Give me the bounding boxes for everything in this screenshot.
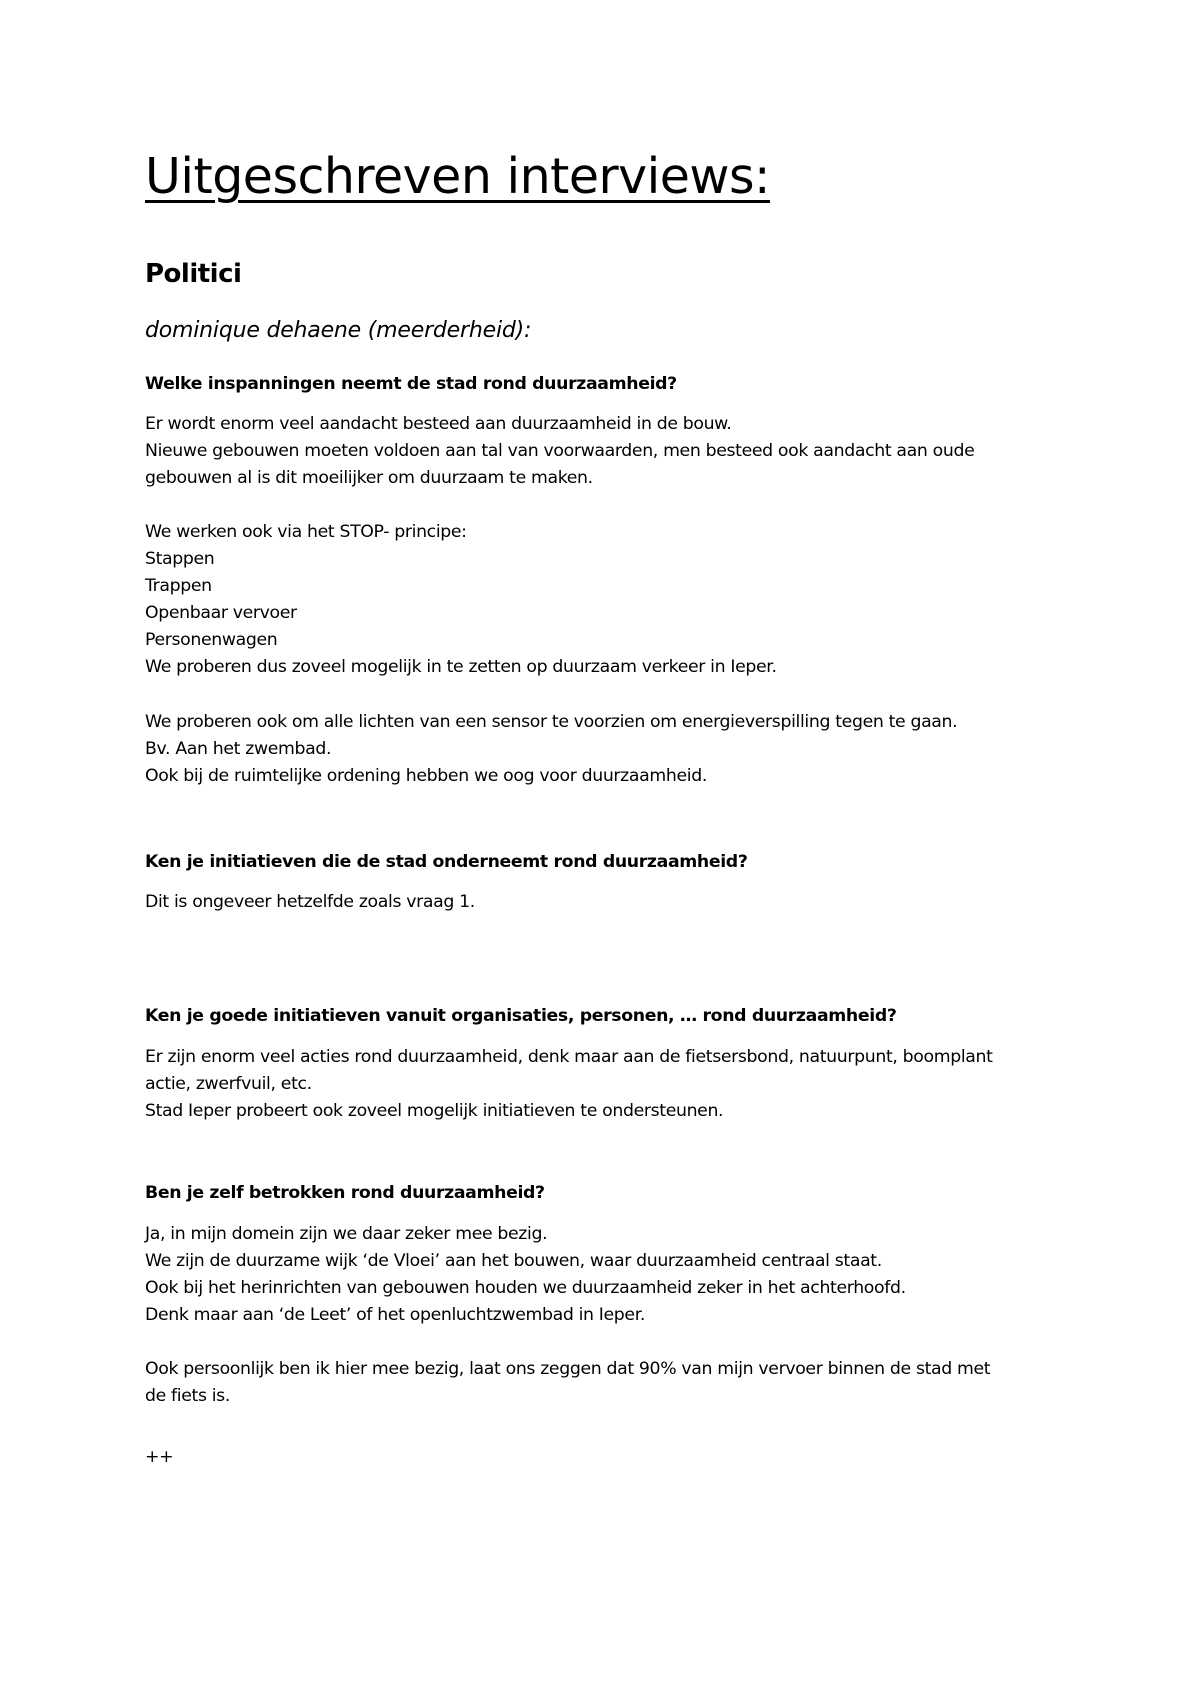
closing-mark: ++: [145, 1447, 174, 1467]
answer-line: Trappen: [145, 576, 212, 596]
answer-1-paragraph-2: [145, 519, 1085, 681]
question-2: Ken je initiatieven die de stad onderneemt rond duurzaamheid?: [145, 852, 748, 872]
answer-line: We proberen ook om alle lichten van een sensor te voorzien om energieverspilling tegen te gaan.: [145, 712, 958, 732]
answer-line: Ja, in mijn domein zijn we daar zeker mee bezig.: [145, 1224, 548, 1244]
answer-2-paragraph-1: [145, 889, 1085, 916]
answer-line: Stad Ieper probeert ook zoveel mogelijk initiatieven te ondersteunen.: [145, 1101, 724, 1121]
answer-line: We zijn de duurzame wijk ‘de Vloei’ aan het bouwen, waar duurzaamheid centraal staat.: [145, 1251, 882, 1271]
answer-3-paragraph-1: [145, 1044, 1085, 1125]
question-block-3: [145, 1003, 1085, 1030]
answer-line: Denk maar aan ‘de Leet’ of het openluchtzwembad in Ieper.: [145, 1305, 646, 1325]
answer-1-paragraph-3: [145, 709, 1085, 790]
question-3: Ken je goede initiatieven vanuit organisaties, personen, … rond duurzaamheid?: [145, 1006, 897, 1026]
answer-line: Er wordt enorm veel aandacht besteed aan duurzaamheid in de bouw.: [145, 414, 732, 434]
answer-line: Openbaar vervoer: [145, 603, 297, 623]
section-heading: Politici: [145, 259, 242, 289]
question-block-4: [145, 1180, 1085, 1207]
answer-line: Personenwagen: [145, 630, 278, 650]
answer-line: de fiets is.: [145, 1386, 230, 1406]
question-block-1: [145, 371, 1085, 398]
answer-line: Ook bij het herinrichten van gebouwen houden we duurzaamheid zeker in het achterhoofd.: [145, 1278, 906, 1298]
answer-line: Ook persoonlijk ben ik hier mee bezig, laat ons zeggen dat 90% van mijn vervoer binnen de stad met: [145, 1359, 991, 1379]
question-1: Welke inspanningen neemt de stad rond duurzaamheid?: [145, 374, 677, 394]
question-4: Ben je zelf betrokken rond duurzaamheid?: [145, 1183, 545, 1203]
answer-line: Nieuwe gebouwen moeten voldoen aan tal van voorwaarden, men besteed ook aandacht aan oude: [145, 441, 975, 461]
question-block-2: [145, 849, 1085, 876]
interviewee-heading: dominique dehaene (meerderheid):: [145, 318, 532, 343]
answer-line: actie, zwerfvuil, etc.: [145, 1074, 312, 1094]
answer-line: Ook bij de ruimtelijke ordening hebben we oog voor duurzaamheid.: [145, 766, 707, 786]
document-title: Uitgeschreven interviews:: [145, 148, 771, 205]
answer-1-paragraph-1: [145, 411, 1085, 492]
answer-line: Dit is ongeveer hetzelfde zoals vraag 1.: [145, 892, 475, 912]
answer-line: gebouwen al is dit moeilijker om duurzaam te maken.: [145, 468, 593, 488]
answer-4-paragraph-1: [145, 1221, 1085, 1329]
closing-mark-block: [145, 1444, 1085, 1471]
answer-line: Bv. Aan het zwembad.: [145, 739, 332, 759]
answer-line: We proberen dus zoveel mogelijk in te zetten op duurzaam verkeer in Ieper.: [145, 657, 777, 677]
answer-4-paragraph-2: [145, 1356, 1085, 1410]
answer-line: Er zijn enorm veel acties rond duurzaamheid, denk maar aan de fietsersbond, natuurpunt, boomplant: [145, 1047, 993, 1067]
answer-line: Stappen: [145, 549, 215, 569]
answer-line: We werken ook via het STOP- principe:: [145, 522, 467, 542]
